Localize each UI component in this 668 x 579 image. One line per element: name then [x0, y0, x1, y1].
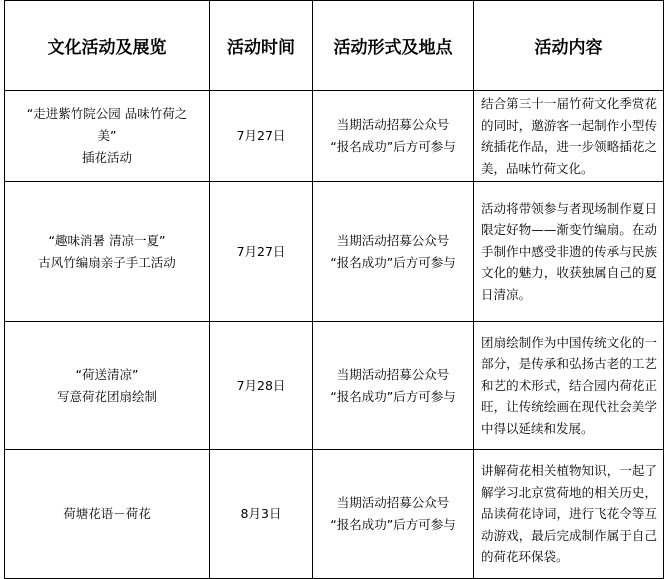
activity-name-cell [5, 91, 210, 182]
activity-date-cell: 7月27日 [210, 91, 313, 182]
activities-table [4, 0, 664, 579]
activity-form-line: “报名成功”后方可参与 [330, 254, 456, 270]
activity-content-cell: 团扇绘制作为中国传统文化的一部分，是传承和弘扬古老的工艺和艺的术形式，结合园内荷花正旺，让传统绘画在现代社会美学中得以延续和发展。 [474, 322, 664, 450]
activity-content-cell: 讲解荷花相关植物知识，一起了解学习北京赏荷地的相关历史，品读荷花诗词，进行飞花令等互动游戏，最后完成制作属于自己的荷花环保袋。 [474, 450, 664, 579]
activity-name-line: 插花活动 [81, 150, 132, 165]
activity-form-line: “报名成功”后方可参与 [330, 388, 456, 404]
activity-name-line: 写意荷花团扇绘制 [56, 388, 157, 404]
activity-form-line: 当期活动招募公众号 [336, 117, 450, 132]
activity-name-line: “趣味消暑 清凉一夏” [48, 232, 166, 248]
table-row [5, 182, 664, 322]
table-header-row [5, 1, 664, 91]
activity-content-cell: 活动将带领参与者现场制作夏日限定好物——渐变竹编扇。在动手制作中感受非遗的传承与民族文化的魅力，收获独属自己的夏日清凉。 [474, 182, 664, 322]
activity-name-cell [5, 182, 210, 322]
activity-name-line: 古风竹编扇亲子手工活动 [38, 254, 176, 270]
activity-date-cell: 7月28日 [210, 322, 313, 450]
activity-name-cell [5, 450, 210, 579]
activity-form-cell [313, 91, 474, 182]
header-activity-form-location: 活动形式及地点 [313, 1, 474, 91]
table-row [5, 91, 664, 182]
activity-form-line: 当期活动招募公众号 [336, 366, 450, 382]
activity-date-cell: 8月3日 [210, 450, 313, 579]
activity-name-line: “荷送清凉” [75, 366, 139, 382]
header-activity-content: 活动内容 [474, 1, 664, 91]
header-activity-name: 文化活动及展览 [5, 1, 210, 91]
activity-form-line: 当期活动招募公众号 [336, 495, 450, 510]
activity-form-cell [313, 182, 474, 322]
header-activity-time: 活动时间 [210, 1, 313, 91]
activity-content-cell: 结合第三十一届竹荷文化季赏花的同时，邀游客一起制作小型传统插花作品，进一步领略插花之美，品味竹荷文化。 [474, 91, 664, 182]
table-row [5, 450, 664, 579]
activity-name-line: 美” [97, 128, 117, 143]
activity-form-line: 当期活动招募公众号 [336, 232, 450, 248]
activity-form-line: “报名成功”后方可参与 [330, 517, 456, 532]
activity-name-line: 荷塘花语－荷花 [63, 506, 151, 521]
activity-form-line: “报名成功”后方可参与 [330, 139, 456, 154]
activity-form-cell [313, 322, 474, 450]
activity-name-line: “走进紫竹院公园 品味竹荷之 [26, 106, 188, 121]
activity-date-cell: 7月27日 [210, 182, 313, 322]
activity-name-cell [5, 322, 210, 450]
table-row [5, 322, 664, 450]
activity-form-cell [313, 450, 474, 579]
